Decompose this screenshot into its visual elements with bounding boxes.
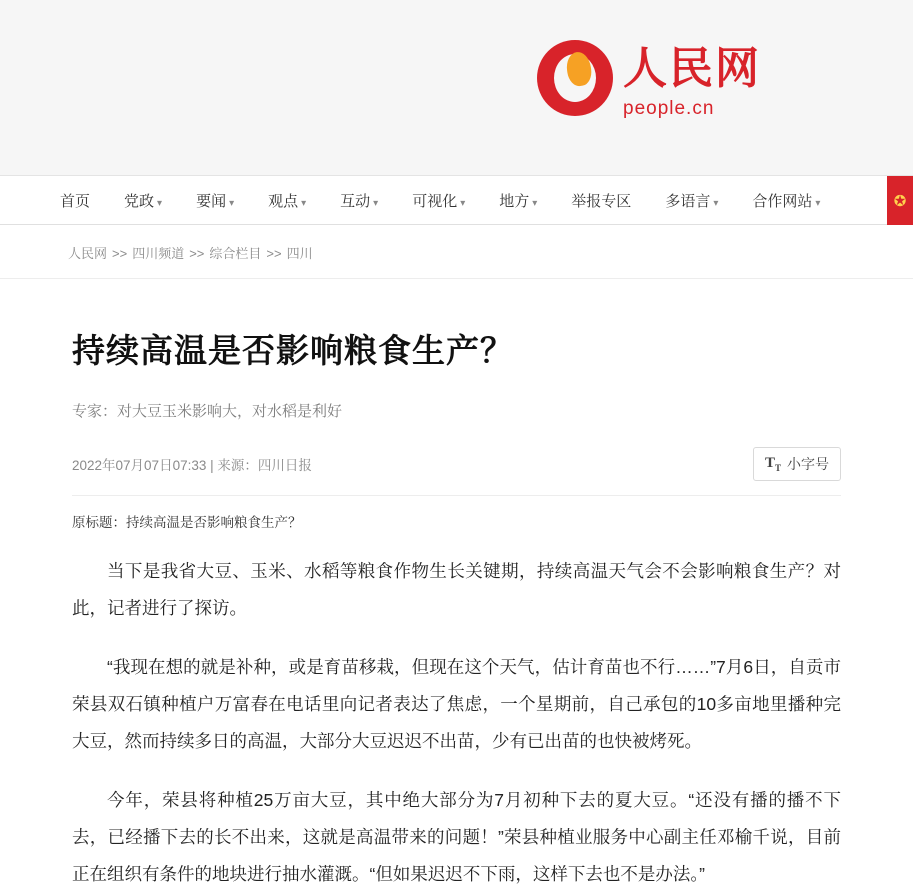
nav-item-visualization[interactable] — [412, 190, 465, 211]
article-paragraph: 今年，荣县将种植25万亩大豆，其中绝大部分为7月初种下去的夏大豆。“还没有播的播不下去，已经播下去的长不出来，这就是高温带来的问题！”荣县种植业服务中心副主任邓榆千说，目前正在组织有条件的地块进行抽水灌溉。“但如果迟迟不下雨，这样下去也不是办法。” — [72, 790, 841, 884]
font-size-button[interactable] — [753, 447, 841, 481]
china-flag-icon[interactable]: ✪ — [887, 176, 913, 225]
breadcrumb-separator: >> — [189, 246, 205, 261]
chevron-down-icon: ▾ — [713, 197, 719, 209]
logo-text-cn: 人民网 — [623, 43, 761, 94]
nav-item-interactive[interactable] — [340, 190, 378, 211]
nav-item-opinion[interactable] — [268, 190, 306, 211]
article-meta: 2022年07月07日07:33 | 来源：四川日报 — [72, 458, 312, 473]
article-body — [0, 325, 913, 893]
nav-item-label: 要闻 — [196, 192, 227, 210]
nav-item-news[interactable] — [196, 190, 234, 211]
breadcrumb — [0, 225, 913, 279]
nav-item-local[interactable] — [499, 190, 537, 211]
nav-item-label: 观点 — [268, 192, 299, 210]
breadcrumb-item-3[interactable]: 四川 — [286, 246, 313, 261]
nav-item-label: 可视化 — [412, 192, 458, 210]
nav-item-label: 党政 — [124, 192, 155, 210]
chevron-down-icon: ▾ — [301, 197, 307, 209]
nav-item-languages[interactable] — [665, 190, 718, 211]
nav-item-label: 多语言 — [665, 192, 711, 210]
font-size-label: 小字号 — [787, 456, 829, 472]
chevron-down-icon: ▾ — [815, 197, 821, 209]
nav-item-label: 互动 — [340, 192, 371, 210]
nav-item-partner-sites[interactable] — [752, 190, 820, 211]
site-header — [0, 0, 913, 176]
article-paragraph: “我现在想的就是补种，或是育苗移栽，但现在这个天气，估计育苗也不行……”7月6日，自贡市荣县双石镇种植户万富春在电话里向记者表达了焦虑，一个星期前，自己承包的10多亩地里播种完大豆，然而持续多日的高温，大部分大豆迟迟不出苗，少有已出苗的也快被烤死。 — [72, 657, 841, 751]
logo-text — [623, 40, 761, 120]
main-navigation — [0, 176, 913, 225]
nav-item-label: 举报专区 — [571, 192, 632, 210]
site-logo[interactable] — [537, 40, 761, 120]
nav-item-report-zone[interactable] — [571, 190, 631, 211]
chevron-down-icon: ▾ — [157, 197, 163, 209]
article-meta-row — [72, 447, 841, 496]
breadcrumb-separator: >> — [112, 246, 128, 261]
original-title: 原标题：持续高温是否影响粮食生产？ — [72, 515, 302, 530]
people-cn-logo-icon — [537, 40, 613, 116]
article-paragraph: 当下是我省大豆、玉米、水稻等粮食作物生长关键期，持续高温天气会不会影响粮食生产？对此，记者进行了探访。 — [72, 561, 841, 618]
breadcrumb-separator: >> — [266, 246, 282, 261]
nav-item-label: 合作网站 — [752, 192, 813, 210]
breadcrumb-item-1[interactable]: 四川频道 — [132, 246, 185, 261]
breadcrumb-item-0[interactable]: 人民网 — [68, 246, 108, 261]
nav-item-label: 首页 — [60, 192, 91, 210]
logo-text-en: people.cn — [623, 98, 715, 119]
chevron-down-icon: ▾ — [373, 197, 379, 209]
nav-item-party[interactable] — [124, 190, 162, 211]
chevron-down-icon: ▾ — [532, 197, 538, 209]
chevron-down-icon: ▾ — [229, 197, 235, 209]
page-title: 持续高温是否影响粮食生产？ — [72, 331, 514, 370]
nav-item-label: 地方 — [499, 192, 530, 210]
nav-item-home[interactable] — [60, 190, 90, 211]
article-subtitle: 专家：对大豆玉米影响大，对水稻是利好 — [72, 403, 343, 420]
chevron-down-icon: ▾ — [460, 197, 466, 209]
text-size-icon: $T_T$ — [764, 455, 781, 473]
breadcrumb-item-2[interactable]: 综合栏目 — [209, 246, 262, 261]
